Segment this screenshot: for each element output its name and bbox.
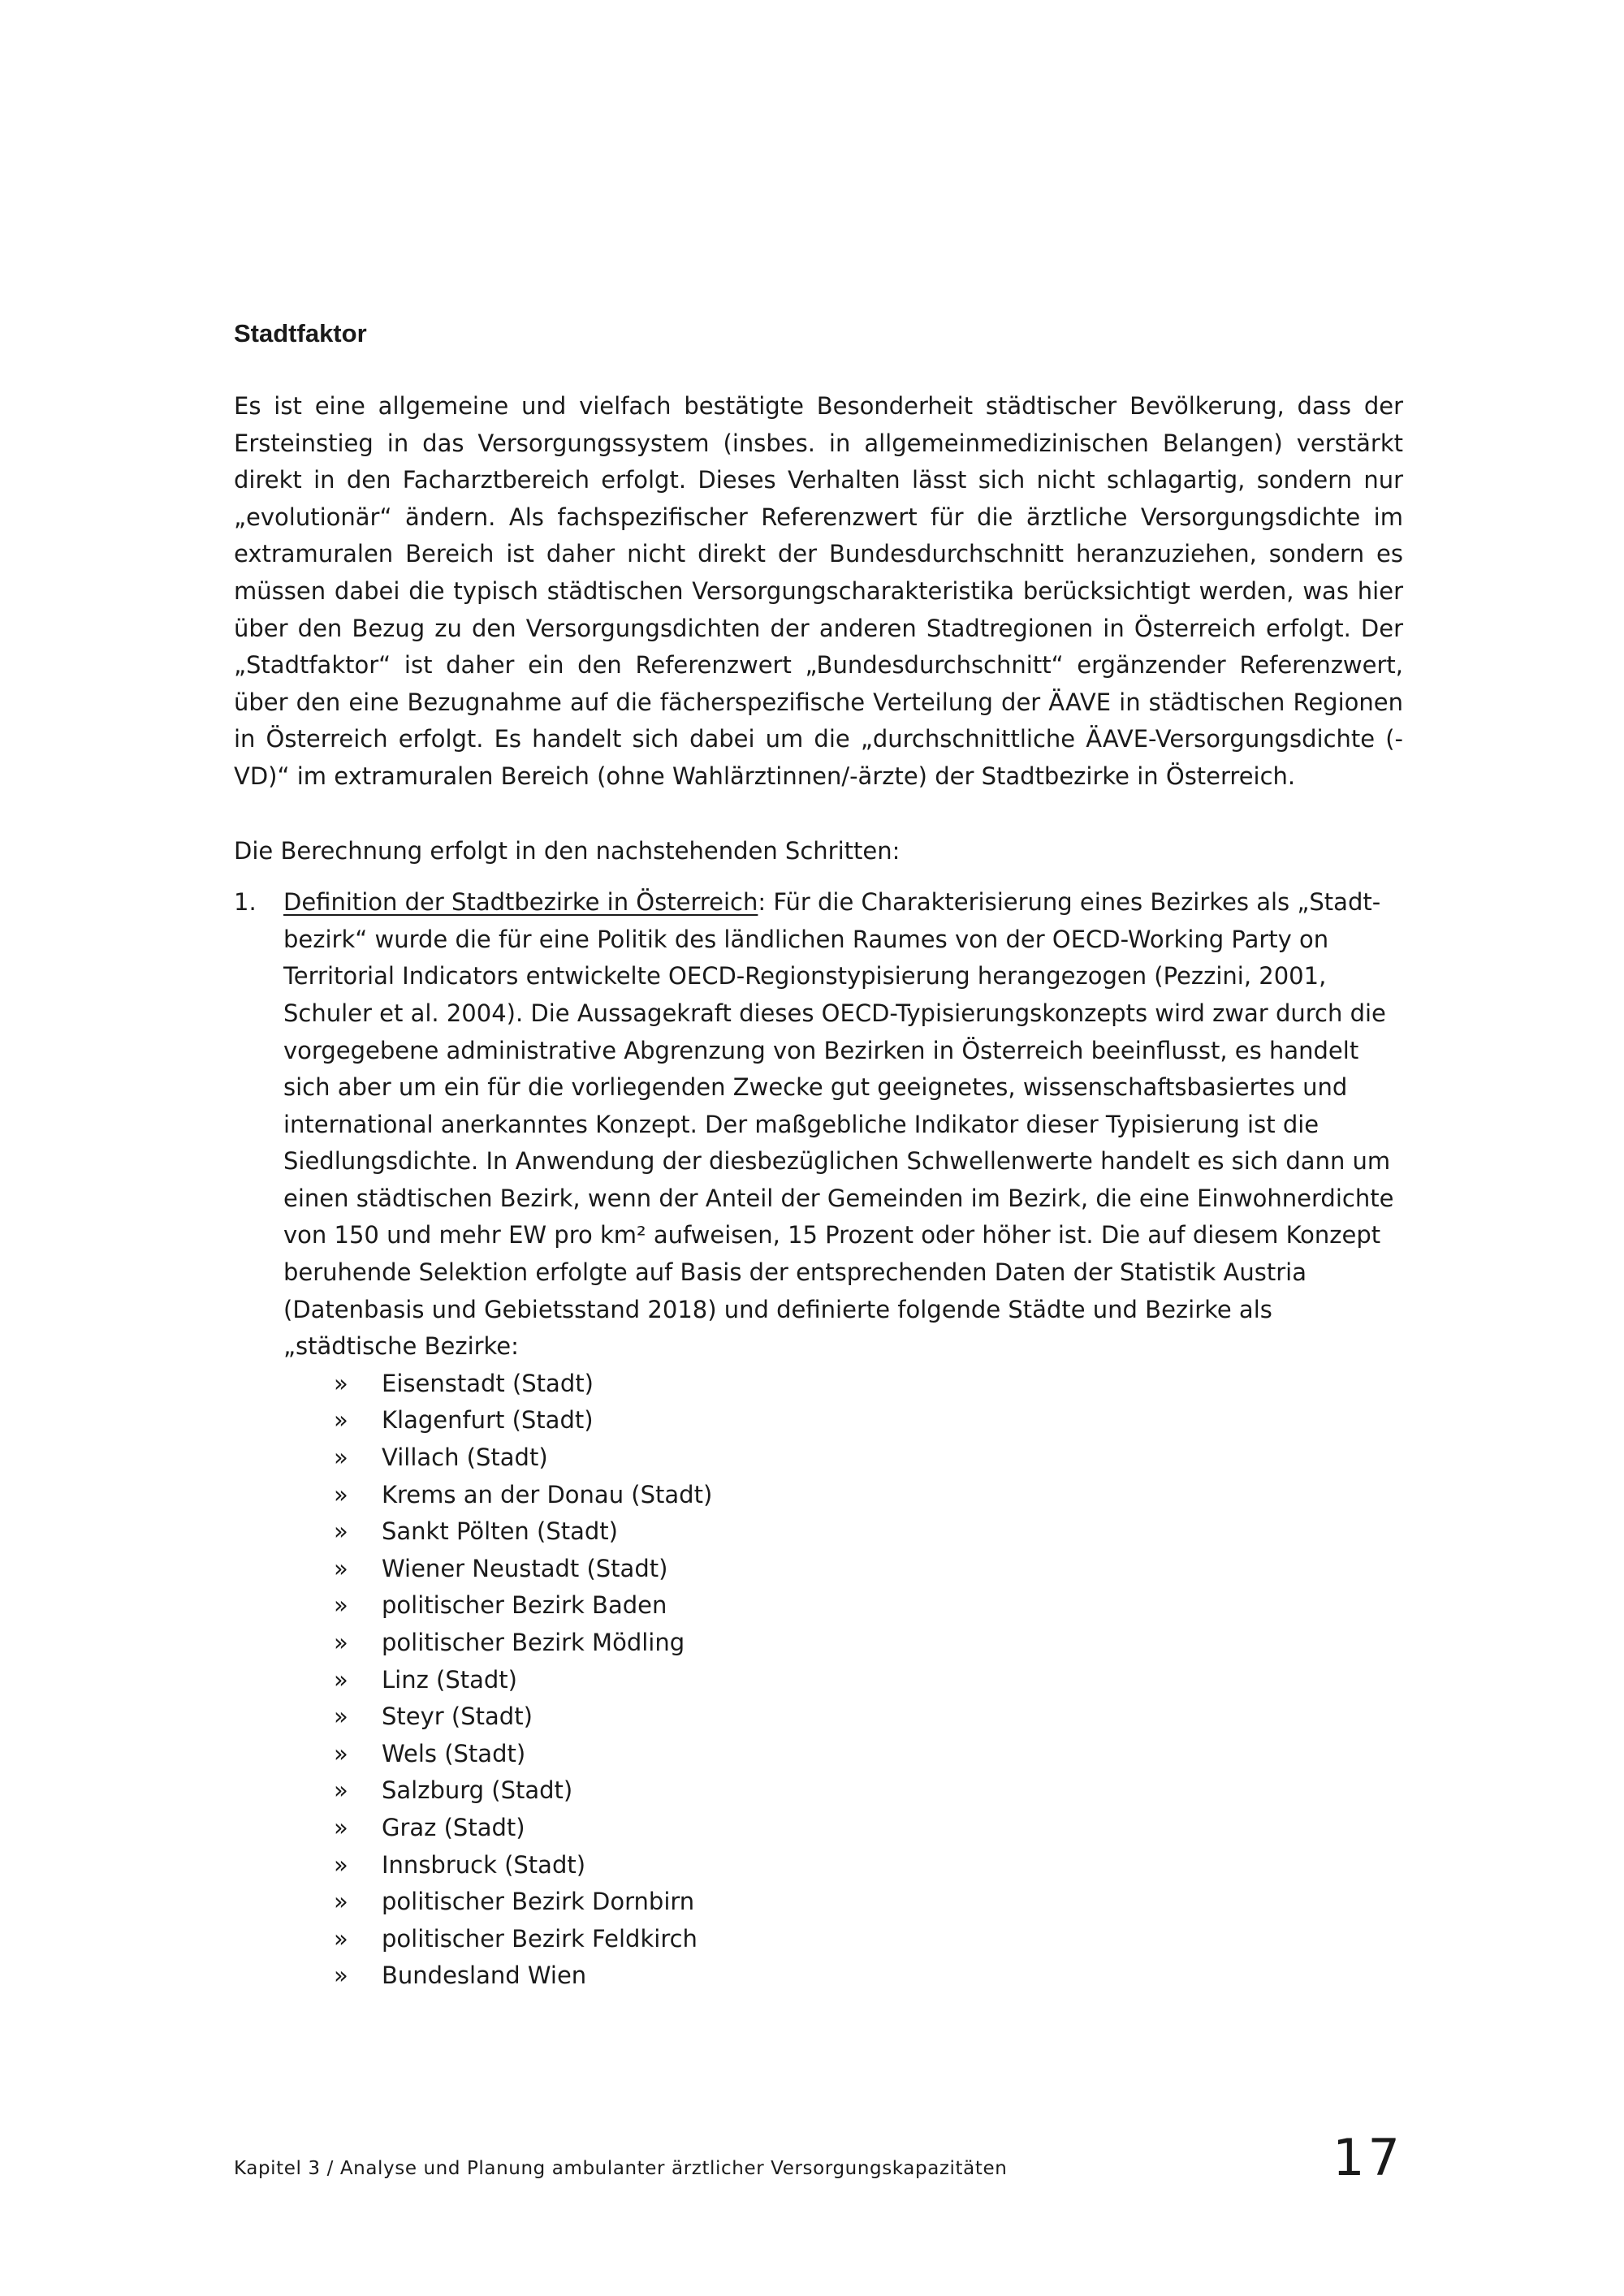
bullet-icon: »: [334, 1406, 348, 1435]
page-content: [234, 315, 1403, 1995]
bullet-icon: »: [334, 1813, 348, 1841]
district-name: Wiener Neustadt (Stadt): [382, 1554, 668, 1582]
bullet-icon: »: [334, 1369, 348, 1397]
district-name: politischer Bezirk Mödling: [382, 1629, 685, 1656]
list-item: [334, 1662, 1403, 1699]
list-item: [334, 1551, 1403, 1588]
bullet-icon: »: [334, 1480, 348, 1508]
district-name: politischer Bezirk Dornbirn: [382, 1888, 695, 1916]
district-name: Bundesland Wien: [382, 1962, 587, 1990]
step-number: 1.: [234, 888, 257, 917]
bullet-icon: »: [334, 1850, 348, 1879]
step-1: [234, 884, 1403, 1995]
list-item: [334, 1698, 1403, 1736]
list-item: [334, 1772, 1403, 1810]
bullet-icon: »: [334, 1888, 348, 1916]
list-item: [334, 1587, 1403, 1625]
bullet-icon: »: [334, 1962, 348, 1990]
page-number: 17: [1332, 2128, 1403, 2187]
district-name: politischer Bezirk Baden: [382, 1591, 667, 1620]
list-item: [334, 1810, 1403, 1847]
list-item: [334, 1477, 1403, 1514]
list-item: [334, 1736, 1403, 1773]
steps-intro: Die Berechnung erfolgt in den nachstehenden Schritten:: [234, 836, 901, 865]
footer-chapter: Kapitel 3 / Analyse und Planung ambulanter ärztlicher Versorgungskapazitäten: [234, 2158, 1008, 2179]
step-title: Definition der Stadtbezirke in Österreich: [283, 888, 758, 917]
list-item: [334, 1366, 1403, 1403]
bullet-icon: »: [334, 1554, 348, 1582]
district-name: Klagenfurt (Stadt): [382, 1406, 594, 1435]
district-list: [283, 1366, 1403, 1995]
district-name: Graz (Stadt): [382, 1813, 525, 1841]
bullet-icon: »: [334, 1444, 348, 1472]
district-name: Villach (Stadt): [382, 1444, 548, 1472]
bullet-icon: »: [334, 1517, 348, 1546]
step-text: : Für die Charakterisierung eines Bezirkes als „Stadtbezirk“ wurde die für eine Politik des ländlichen Raumes von der OECD-Working Party on Territorial Indicators entwickelte OECD-Regionstypisierung herangezogen (Pezzini, 2001, Schuler et al. 2004). Die Aussagekraft dieses OECD-Typisierungskonzepts wird zwar durch die vorgegebene administrative Abgrenzung von Bezirken in Österreich beeinflusst, es handelt sich aber um ein für die vorliegenden Zwecke gut geeignetes, wissenschaftsbasiertes und international anerkanntes Konzept. Der maßgebliche Indikator dieser Typisierung ist die Siedlungsdichte. In Anwendung der diesbezüglichen Schwellenwerte handelt es sich dann um einen städtischen Bezirk, wenn der Anteil der Gemeinden im Bezirk, die eine Einwohnerdichte von 150 und mehr EW pro km² aufweisen, 15 Prozent oder höher ist. Die auf diesem Konzept beruhende Selektion erfolgte auf Basis der entsprechenden Daten der Statistik Austria (Datenbasis und Gebietsstand 2018) und definierte folgende Städte und Bezirke als „städtische Bezirke:: [283, 888, 1394, 1361]
district-name: Innsbruck (Stadt): [382, 1850, 586, 1879]
list-item: [334, 1513, 1403, 1551]
district-name: Linz (Stadt): [382, 1665, 517, 1694]
section-heading: Stadtfaktor: [234, 319, 367, 347]
list-item: [334, 1884, 1403, 1921]
list-item: [334, 1625, 1403, 1662]
bullet-icon: »: [334, 1739, 348, 1767]
district-name: Krems an der Donau (Stadt): [382, 1480, 713, 1508]
list-item: [334, 1957, 1403, 1995]
district-name: Salzburg (Stadt): [382, 1776, 573, 1805]
bullet-icon: »: [334, 1924, 348, 1953]
district-name: Sankt Pölten (Stadt): [382, 1517, 618, 1546]
list-item: [334, 1921, 1403, 1958]
list-item: [334, 1402, 1403, 1439]
list-item: [334, 1847, 1403, 1884]
bullet-icon: »: [334, 1665, 348, 1694]
bullet-icon: »: [334, 1703, 348, 1731]
page-footer: [234, 2117, 1403, 2187]
body-paragraph: Es ist eine allgemeine und vielfach bestätigte Besonderheit städtischer Bevölkerung, dass der Ersteinstieg in das Versorgungssystem (insbes. in allgemeinmedizinischen Belangen) verstärkt direkt in den Facharztbereich erfolgt. Dieses Verhalten lässt sich nicht schlagartig, sondern nur „evolutionär“ ändern. Als fachspezifischer Referenzwert für die ärztliche Versorgungsdichte im extramuralen Bereich ist daher nicht direkt der Bundesdurchschnitt heranzuziehen, sondern es müssen dabei die typisch städtischen Versorgungscharakteristika berücksichtigt werden, was hier über den Bezug zu den Versorgungsdichten der anderen Stadtregionen in Österreich erfolgt. Der „Stadtfaktor“ ist daher ein den Referenzwert „Bundesdurchschnitt“ ergänzender Referenzwert, über den eine Bezugnahme auf die fächerspezifische Verteilung der ÄAVE in städtischen Regionen in Österreich erfolgt. Es handelt sich dabei um die „durchschnittliche ÄAVE-Versorgungsdichte (-VD)“ im extramuralen Bereich (ohne Wahlärztinnen/-ärzte) der Stadtbezirke in Österreich.: [234, 392, 1403, 790]
district-name: Eisenstadt (Stadt): [382, 1369, 594, 1397]
bullet-icon: »: [334, 1776, 348, 1805]
bullet-icon: »: [334, 1629, 348, 1656]
district-name: Steyr (Stadt): [382, 1703, 533, 1731]
bullet-icon: »: [334, 1591, 348, 1620]
list-item: [334, 1439, 1403, 1477]
district-name: Wels (Stadt): [382, 1739, 526, 1767]
district-name: politischer Bezirk Feldkirch: [382, 1924, 698, 1953]
